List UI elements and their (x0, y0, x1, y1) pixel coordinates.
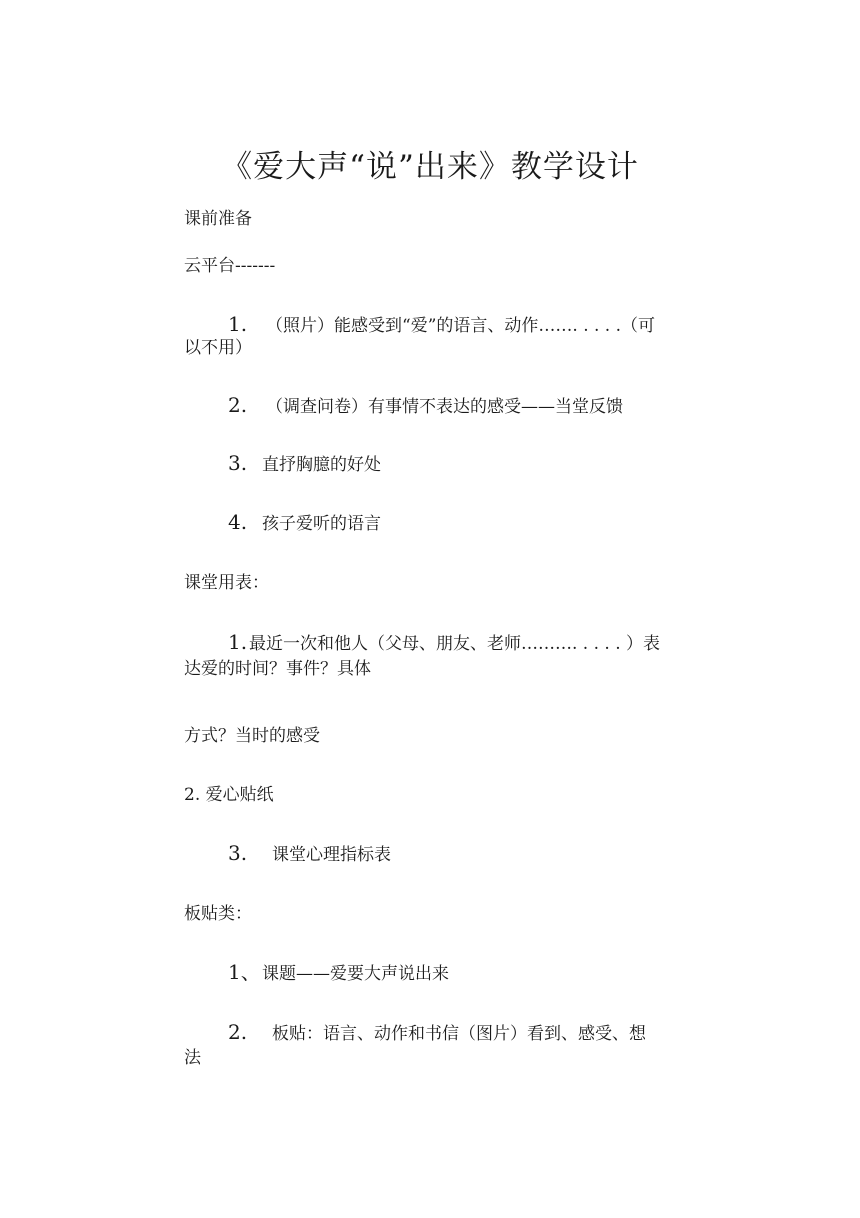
board-item-2-line2: 法 (184, 1048, 201, 1068)
cloud-platform-line: 云平台------- (184, 256, 276, 276)
prep-item-3-number: 3. (228, 451, 248, 475)
prep-item-1-number: 1. (228, 312, 248, 336)
class-form-item-1-number: 1. (228, 630, 248, 654)
class-form-item-3-text: 课堂心理指标表 (272, 845, 391, 865)
prep-item-3-line1: 直抒胸臆的好处 (262, 455, 381, 475)
board-item-2-line1: 板贴：语言、动作和书信（图片）看到、感受、想 (272, 1024, 646, 1044)
document-title: 《爱大声“说”出来》教学设计 (221, 149, 639, 185)
class-form-item-1-line2: 达爱的时间？事件？具体 (184, 659, 371, 679)
class-form-item-1-line3: 方式？当时的感受 (184, 726, 320, 746)
prep-item-4-line1: 孩子爱听的语言 (262, 514, 381, 534)
class-form-item-1-line1: 最近一次和他人（父母、朋友、老师………. . . . . ）表 (249, 634, 661, 654)
prep-item-2-number: 2. (228, 393, 248, 417)
prep-item-1-line2: 以不用） (184, 338, 252, 358)
board-item-1-number: 1、 (228, 960, 261, 984)
class-form-item-3-number: 3. (228, 841, 248, 865)
board-item-1-text: 课题——爱要大声说出来 (262, 964, 449, 984)
prep-item-4-number: 4. (228, 510, 248, 534)
board-heading: 板贴类： (184, 904, 252, 924)
board-item-2-number: 2. (228, 1020, 248, 1044)
class-form-heading: 课堂用表： (184, 573, 269, 593)
prep-item-1-line1: （照片）能感受到“爱”的语言、动作……. . . . .（可 (266, 316, 656, 336)
prep-item-2-line1: （调查问卷）有事情不表达的感受——当堂反馈 (266, 397, 623, 417)
prep-heading: 课前准备 (184, 209, 252, 229)
class-form-item-2: 2. 爱心贴纸 (184, 785, 274, 805)
